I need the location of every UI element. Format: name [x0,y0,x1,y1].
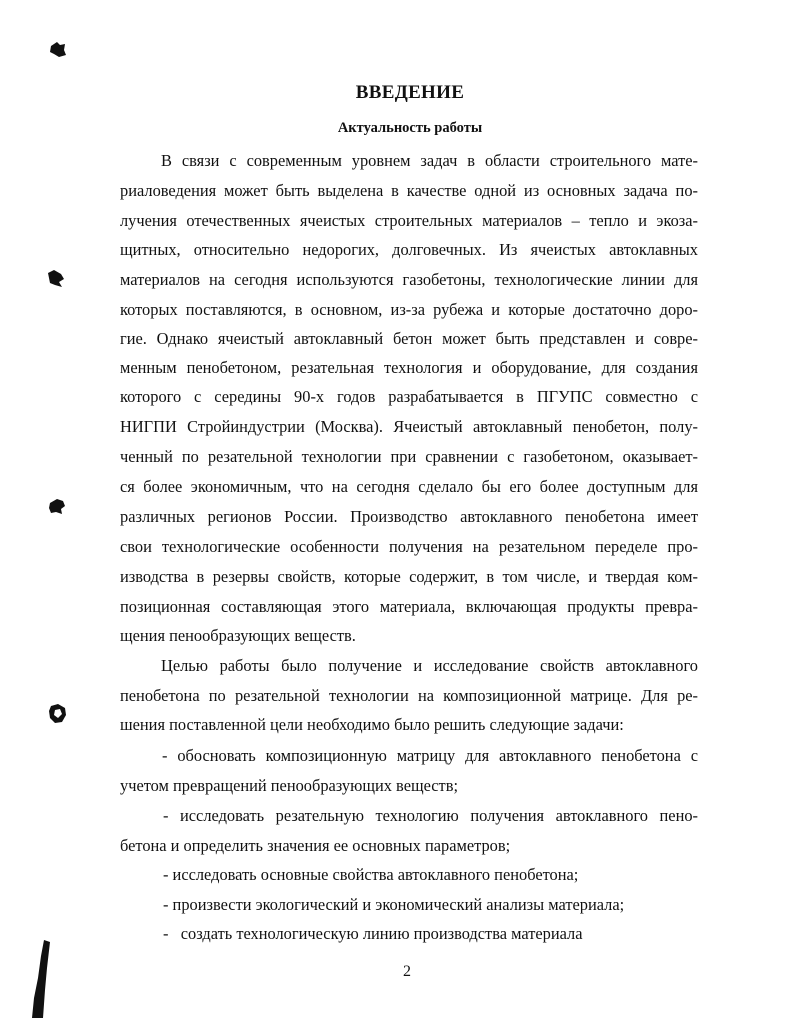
paragraph-line: шения поставленной цели необходимо было решить следующие задачи: [120,715,624,734]
paragraph-line: щения пенообразующих веществ. [120,626,356,645]
paragraph-line: различных регионов России. Производство автоклавного пенобетона имеет [120,507,698,526]
paragraph-line: которого с середины 90-х годов разрабатывается в ПГУПС совместно с [120,387,698,406]
section-subtitle: Актуальность работы [337,120,483,136]
scan-mark-edge [30,938,58,1018]
page-number: 2 [403,963,411,980]
paragraph-line: материалов на сегодня используются газобетоны, технологические линии для [120,270,698,289]
task-list-item-continuation: учетом превращений пенообразующих веществ; [120,776,459,795]
paragraph-line: позиционная составляющая этого материала, включающая продукты превра- [120,597,698,616]
page-title: ВВЕДЕНИЕ [355,82,465,103]
paragraph-line: которых поставляются, в основном, из-за рубежа и которые достаточно доро- [120,300,698,319]
paragraph-line: НИГПИ Стройиндустрии (Москва). Ячеистый автоклавный пенобетон, полу- [120,417,698,436]
paragraph-line: щитных, относительно недорогих, долговечных. Из ячеистых автоклавных [120,240,698,259]
scan-mark-3 [47,496,67,518]
task-list-item: - произвести экологический и экономический анализы материала; [163,895,625,914]
task-list-item: - исследовать основные свойства автоклавного пенобетона; [163,865,579,884]
task-list-item: - создать технологическую линию производства материала [163,924,583,943]
paragraph-line: В связи с современным уровнем задач в области строительного мате- [161,151,698,170]
paragraph-line: свои технологические особенности получения на резательном переделе про- [120,537,698,556]
task-list-item: - исследовать резательную технологию получения автоклавного пено- [163,806,698,825]
paragraph-line: гие. Однако ячеистый автоклавный бетон может быть представлен и совре- [120,329,698,348]
paragraph-line: риаловедения может быть выделена в качестве одной из основных задача по- [120,181,698,200]
paragraph-line: менным пенобетоном, резательная технология и оборудование, для создания [120,358,698,377]
scan-mark-4 [47,702,69,726]
paragraph-line: Целью работы было получение и исследование свойств автоклавного [161,656,698,675]
task-list-item-continuation: бетона и определить значения ее основных параметров; [120,836,511,855]
task-list-item: - обосновать композиционную матрицу для автоклавного пенобетона с [162,746,698,765]
paragraph-line: изводства в резервы свойств, которые содержит, в том числе, и твердая ком- [120,567,698,586]
paragraph-line: пенобетона по резательной технологии на композиционной матрице. Для ре- [120,686,698,705]
scan-mark-1 [48,40,68,60]
paragraph-line: ченный по резательной технологии при сравнении с газобетоном, оказывает- [120,447,698,466]
paragraph-line: лучения отечественных ячеистых строительных материалов – тепло и экоза- [120,211,698,230]
scan-mark-2 [46,268,66,290]
paragraph-line: ся более экономичным, что на сегодня сделало бы его более доступным для [120,477,698,496]
